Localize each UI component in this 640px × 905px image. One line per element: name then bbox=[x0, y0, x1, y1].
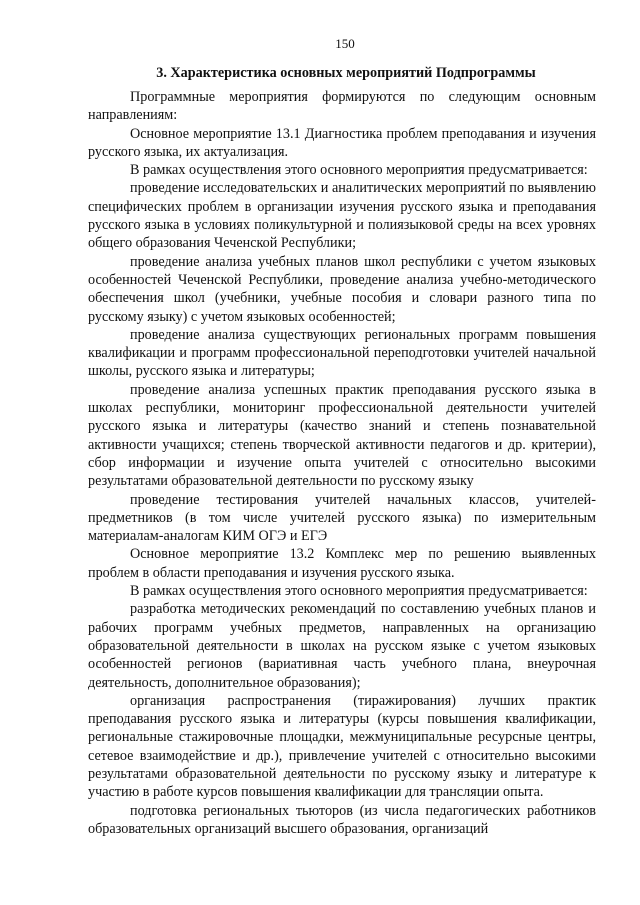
paragraph: организация распространения (тиражирования) лучших практик преподавания русского языка и литературы (курсы повышения квалификации, региональные стажировочные площадки, межмуниципальные ресурсные центры, сетевое взаимодействие и др.), привлечение учителей с относительно высокими результатами образовательной деятельности по русскому языку и литературе к участию в работе курсов повышения квалификации для трансляции опыта. bbox=[88, 692, 596, 801]
paragraph: проведение анализа существующих региональных программ повышения квалификации и программ профессиональной переподготовки учителей начальной школы, русского языка и литературы; bbox=[88, 326, 596, 380]
section-heading: 3. Характеристика основных мероприятий Подпрограммы bbox=[156, 65, 536, 81]
paragraph: проведение анализа успешных практик преподавания русского языка в школах республики, мониторинг профессиональной деятельности учителей русского языка и литературы (качество знаний и степень познавательной активности учащихся; степень творческой активности педагогов и др. критерии), сбор информации и изучение опыта учителей с относительно высокими результатами образовательной деятельности по русскому языку bbox=[88, 381, 596, 490]
paragraph: Программные мероприятия формируются по следующим основным направлениям: bbox=[88, 89, 596, 124]
page-number: 150 bbox=[335, 36, 355, 51]
paragraph: В рамках осуществления этого основного мероприятия предусматривается: bbox=[130, 162, 588, 179]
paragraph: разработка методических рекомендаций по составлению учебных планов и рабочих программ учебных предметов, направленных на организацию образовательной деятельности в школах на русском языке с учетом языковых особенностей регионов (вариативная часть учебного плана, внеурочная деятельность, дополнительное образования); bbox=[88, 601, 596, 691]
paragraph: Основное мероприятие 13.1 Диагностика проблем преподавания и изучения русского языка, их актуализация. bbox=[88, 125, 596, 160]
document-page bbox=[88, 36, 596, 838]
paragraph: В рамках осуществления этого основного мероприятия предусматривается: bbox=[130, 583, 588, 600]
paragraph: проведение тестирования учителей начальных классов, учителей-предметников (в том числе учителей русского языка) по измерительным материалам-аналогам КИМ ОГЭ и ЕГЭ bbox=[88, 491, 596, 545]
paragraph: проведение исследовательских и аналитических мероприятий по выявлению специфических проблем в организации изучения русского языка и преподавания русского языка в условиях поликультурной и полиязыковой среды на всех уровнях общего образования Чеченской Республики; bbox=[88, 180, 596, 252]
paragraph-last: подготовка региональных тьюторов (из числа педагогических работников образовательных организаций высшего образования, организаций bbox=[88, 802, 596, 837]
paragraph: Основное мероприятие 13.2 Комплекс мер по решению выявленных проблем в области преподавания и изучения русского языка. bbox=[88, 546, 596, 581]
paragraph: проведение анализа учебных планов школ республики с учетом языковых особенностей Чеченской Республики, проведение анализа учебно-методического обеспечения школ (учебники, учебные пособия и словари разного типа по русскому языку) с учетом языковых особенностей; bbox=[88, 253, 596, 325]
